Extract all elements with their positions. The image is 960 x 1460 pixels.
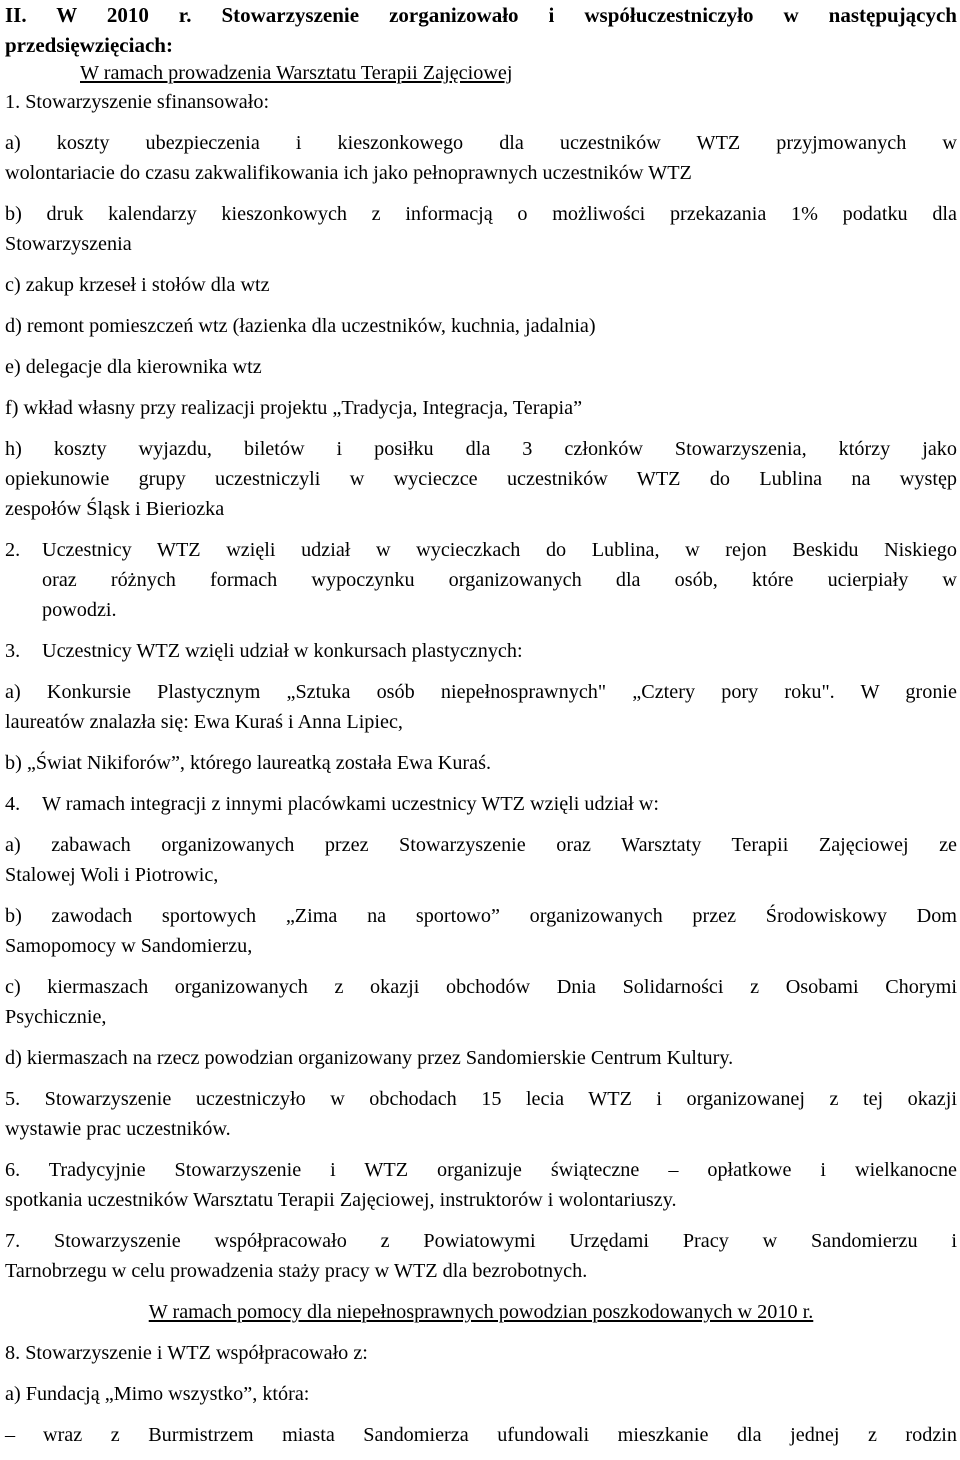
text-line: Stalowej Woli i Piotrowic,: [5, 864, 219, 886]
text-line: Uczestnicy WTZ wzięli udział w konkursach plastycznych:: [42, 640, 523, 662]
text-line: powodzi.: [42, 599, 117, 621]
list-item-4c: [5, 972, 957, 1032]
list-item-4a: [5, 830, 957, 890]
list-item-7: [5, 1226, 957, 1286]
text-line: opiekunowie grupy uczestniczyli w wycieczce uczestników WTZ do Lublina na występ: [5, 468, 957, 490]
list-item-1c: c) zakup krzeseł i stołów dla wtz: [5, 274, 270, 296]
dash-bullet: –: [5, 1424, 16, 1446]
list-item-3b: b) „Świat Nikiforów”, którego laureatką została Ewa Kuraś.: [5, 752, 492, 774]
text-line: a) koszty ubezpieczenia i kieszonkowego dla uczestników WTZ przyjmowanych w: [5, 132, 957, 154]
dash-list-item: [5, 1420, 957, 1450]
text-line: a) zabawach organizowanych przez Stowarzyszenie oraz Warsztaty Terapii Zajęciowej ze: [5, 834, 957, 856]
list-item-3a: [5, 677, 957, 737]
text-line: oraz różnych formach wypoczynku organizowanych dla osób, które ucierpiały w: [42, 569, 957, 591]
section-heading: II. W 2010 r. Stowarzyszenie zorganizowało i współuczestniczyło w następujących: [5, 3, 957, 27]
subsection-heading: W ramach prowadzenia Warsztatu Terapii Zajęciowej: [80, 62, 513, 84]
list-item-4: [5, 789, 957, 819]
list-item-1f: f) wkład własny przy realizacji projektu „Tradycja, Integracja, Terapia”: [5, 397, 583, 419]
list-item-8a: a) Fundacją „Mimo wszystko”, która:: [5, 1383, 310, 1405]
list-number: 2.: [5, 539, 21, 561]
list-item-1d: d) remont pomieszczeń wtz (łazienka dla uczestników, kuchnia, jadalnia): [5, 315, 596, 337]
list-item-3: [5, 636, 957, 666]
list-item-1: 1. Stowarzyszenie sfinansowało:: [5, 91, 270, 113]
text-line: 7. Stowarzyszenie współpracowało z Powiatowymi Urzędami Pracy w Sandomierzu i: [5, 1230, 957, 1252]
text-line: W ramach integracji z innymi placówkami uczestnicy WTZ wzięli udział w:: [42, 793, 659, 815]
list-item-2: [5, 535, 957, 625]
list-item-6: [5, 1155, 957, 1215]
text-line: Stowarzyszenia: [5, 233, 132, 255]
text-line: h) koszty wyjazdu, biletów i posiłku dla 3 członków Stowarzyszenia, którzy jako: [5, 438, 957, 460]
list-item-1e: e) delegacje dla kierownika wtz: [5, 356, 262, 378]
list-item-1a: [5, 128, 957, 188]
text-line: laureatów znalazła się: Ewa Kuraś i Anna Lipiec,: [5, 711, 403, 733]
text-line: spotkania uczestników Warsztatu Terapii Zajęciowej, instruktorów i wolontariuszy.: [5, 1189, 677, 1211]
list-item-8: 8. Stowarzyszenie i WTZ współpracowało z:: [5, 1342, 368, 1364]
text-line: 5. Stowarzyszenie uczestniczyło w obchodach 15 lecia WTZ i organizowanej z tej okazji: [5, 1088, 957, 1110]
text-line: Psychicznie,: [5, 1006, 107, 1028]
section-heading-continued: przedsięwzięciach:: [5, 33, 173, 57]
text-line: Samopomocy w Sandomierzu,: [5, 935, 253, 957]
list-item-4d: d) kiermaszach na rzecz powodzian organizowany przez Sandomierskie Centrum Kultury.: [5, 1047, 734, 1069]
list-item-5: [5, 1084, 957, 1144]
text-line: zespołów Śląsk i Bieriozka: [5, 498, 225, 520]
list-number: 3.: [5, 640, 21, 662]
text-line: a) Konkursie Plastycznym „Sztuka osób niepełnosprawnych" „Cztery pory roku". W gronie: [5, 681, 957, 703]
list-item-1b: [5, 199, 957, 259]
text-line: b) druk kalendarzy kieszonkowych z informacją o możliwości przekazania 1% podatku dla: [5, 203, 957, 225]
document-page: [5, 0, 957, 1450]
list-item-1h: [5, 434, 957, 524]
text-line: 6. Tradycyjnie Stowarzyszenie i WTZ organizuje świąteczne – opłatkowe i wielkanocne: [5, 1159, 957, 1181]
text-line: Tarnobrzegu w celu prowadzenia staży pracy w WTZ dla bezrobotnych.: [5, 1260, 588, 1282]
text-line: c) kiermaszach organizowanych z okazji obchodów Dnia Solidarności z Osobami Chorymi: [5, 976, 957, 998]
subsection-heading-2: W ramach pomocy dla niepełnosprawnych powodzian poszkodowanych w 2010 r.: [148, 1301, 814, 1323]
text-line: b) zawodach sportowych „Zima na sportowo” organizowanych przez Środowiskowy Dom: [5, 905, 957, 927]
list-item-4b: [5, 901, 957, 961]
text-line: wolontariacie do czasu zakwalifikowania ich jako pełnoprawnych uczestników WTZ: [5, 162, 692, 184]
text-line: Uczestnicy WTZ wzięli udział w wycieczkach do Lublina, w rejon Beskidu Niskiego: [42, 539, 957, 561]
text-line: wystawie prac uczestników.: [5, 1118, 231, 1140]
text-line: wraz z Burmistrzem miasta Sandomierza ufundowali mieszkanie dla jednej z rodzin: [43, 1424, 957, 1446]
list-number: 4.: [5, 793, 21, 815]
